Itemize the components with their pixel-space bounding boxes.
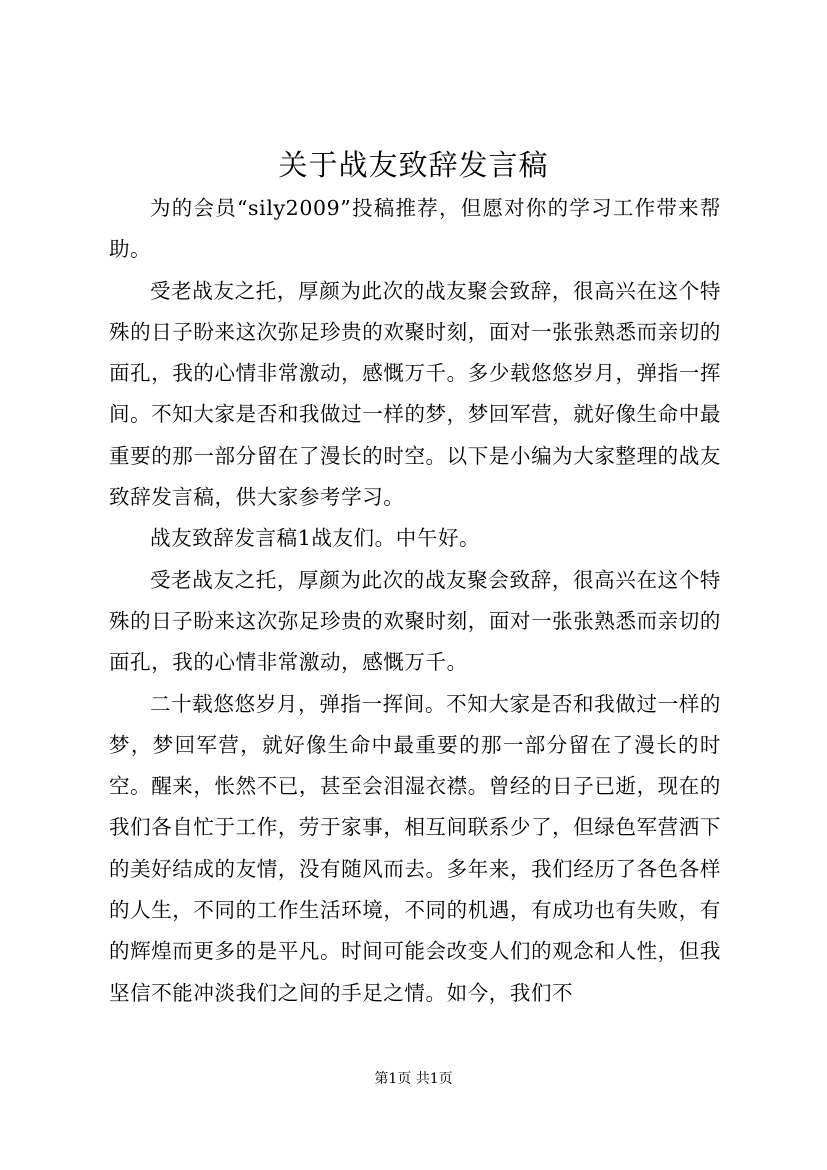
paragraph-speech-heading: 战友致辞发言稿1战友们。中午好。 bbox=[150, 526, 481, 551]
page-footer: 第1页 共1页 bbox=[374, 1071, 453, 1087]
paragraph-speech-opening: 受老战友之托，厚颜为此次的战友聚会致辞，很高兴在这个特殊的日子盼来这次弥足珍贵的欢聚时刻，面对一张张熟悉而亲切的面孔，我的心情非常激动，感慨万千。 bbox=[109, 567, 721, 675]
document-title: 关于战友致辞发言稿 bbox=[278, 148, 549, 182]
paragraph-intro: 为的会员“sily2009”投稿推荐，但愿对你的学习工作带来帮助。 bbox=[109, 196, 721, 262]
paragraph-speech-body: 二十载悠悠岁月，弹指一挥间。不知大家是否和我做过一样的梦，梦回军营，就好像生命中最重要的那一部分留在了漫长的时空。醒来，怅然不已，甚至会泪湿衣襟。曾经的日子已逝，现在的我们各自忙于工作，劳于家事，相互间联系少了，但绿色军营洒下的美好结成的友情，没有随风而去。多年来，我们经历了各色各样的人生，不同的工作生活环境，不同的机遇，有成功也有失败，有的辉煌而更多的是平凡。时间可能会改变人们的观念和人性，但我坚信不能冲淡我们之间的手足之情。如今，我们不 bbox=[109, 691, 721, 1005]
document-body bbox=[109, 188, 721, 1014]
paragraph-summary: 受老战友之托，厚颜为此次的战友聚会致辞，很高兴在这个特殊的日子盼来这次弥足珍贵的欢聚时刻，面对一张张熟悉而亲切的面孔，我的心情非常激动，感慨万千。多少载悠悠岁月，弹指一挥间。不知大家是否和我做过一样的梦，梦回军营，就好像生命中最重要的那一部分留在了漫长的时空。以下是小编为大家整理的战友致辞发言稿，供大家参考学习。 bbox=[109, 278, 721, 510]
